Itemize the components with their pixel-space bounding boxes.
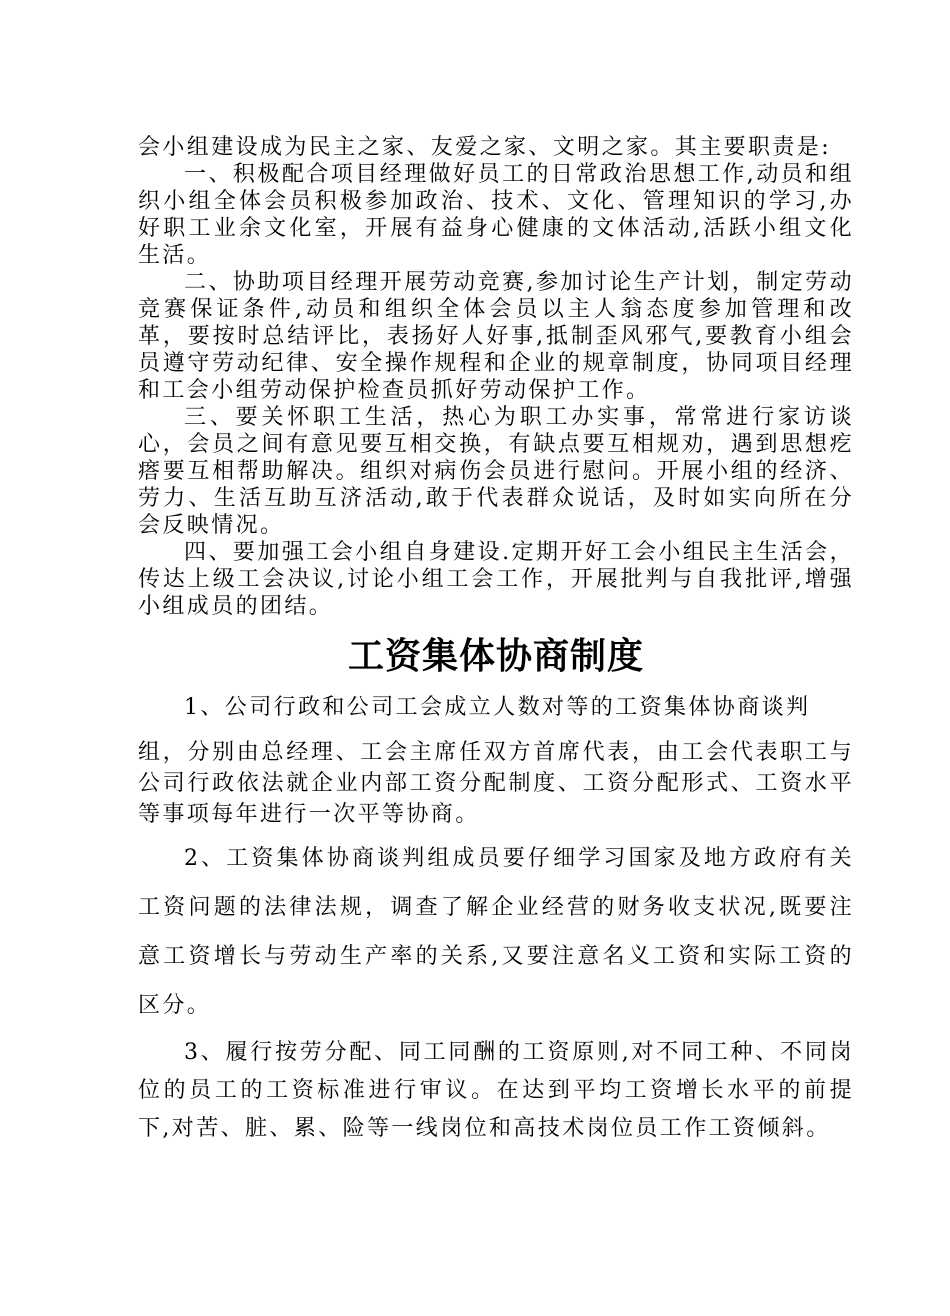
- wage-item-2: 2、工资集体协商谈判组成员要仔细学习国家及地方政府有关工资问题的法律法规，调查了解企业经营的财务收支状况,既要注意工资增长与劳动生产率的关系,又要注意名义工资和实际工资的区分。: [138, 846, 854, 1018]
- duty-item-4: 四、要加强工会小组自身建设.定期开好工会小组民主生活会，传达上级工会决议,讨论小组工会工作，开展批判与自我批评,增强小组成员的团结。: [138, 540, 854, 619]
- wage-item-1-rest: 组，分别由总经理、工会主席任双方首席代表，由工会代表职工与公司行政依法就企业内部工资分配制度、工资分配形式、工资水平等事项每年进行一次平等协商。: [138, 740, 854, 827]
- duty-item-2: 二、协助项目经理开展劳动竞赛,参加讨论生产计划，制定劳动竞赛保证条件,动员和组织全体会员以主人翁态度参加管理和改革，要按时总结评比，表扬好人好事,抵制歪风邪气,要教育小组会员遵守劳动纪律、安全操作规程和企业的规章制度，协同项目经理和工会小组劳动保护检查员抓好劳动保护工作。: [138, 270, 854, 403]
- wage-item-3: 3、履行按劳分配、同工同酬的工资原则,对不同工种、不同岗位的员工的工资标准进行审议。在达到平均工资增长水平的前提下,对苦、脏、累、险等一线岗位和高技术岗位员工作工资倾斜。: [138, 1040, 854, 1141]
- duties-section: [138, 134, 854, 620]
- duty-item-1: 一、积极配合项目经理做好员工的日常政治思想工作,动员和组织小组全体会员积极参加政治、技术、文化、管理知识的学习,办好职工业余文化室，开展有益身心健康的文体活动,活跃小组文化生活。: [138, 162, 854, 268]
- wage-item-1-first-line: 1、公司行政和公司工会成立人数对等的工资集体协商谈判: [184, 695, 811, 720]
- wage-negotiation-section: [138, 692, 854, 1148]
- wage-item-1: [138, 692, 854, 830]
- intro-paragraph: 会小组建设成为民主之家、友爱之家、文明之家。其主要职责是:: [138, 135, 832, 160]
- document-page: [138, 134, 854, 1148]
- duty-item-3: 三、要关怀职工生活，热心为职工办实事，常常进行家访谈心，会员之间有意见要互相交换，有缺点要互相规劝，遇到思想疙瘩要互相帮助解决。组织对病伤会员进行慰问。开展小组的经济、劳力、生活互助互济活动,敢于代表群众说话，及时如实向所在分会反映情况。: [138, 405, 854, 538]
- section-title: 工资集体协商制度: [347, 636, 644, 677]
